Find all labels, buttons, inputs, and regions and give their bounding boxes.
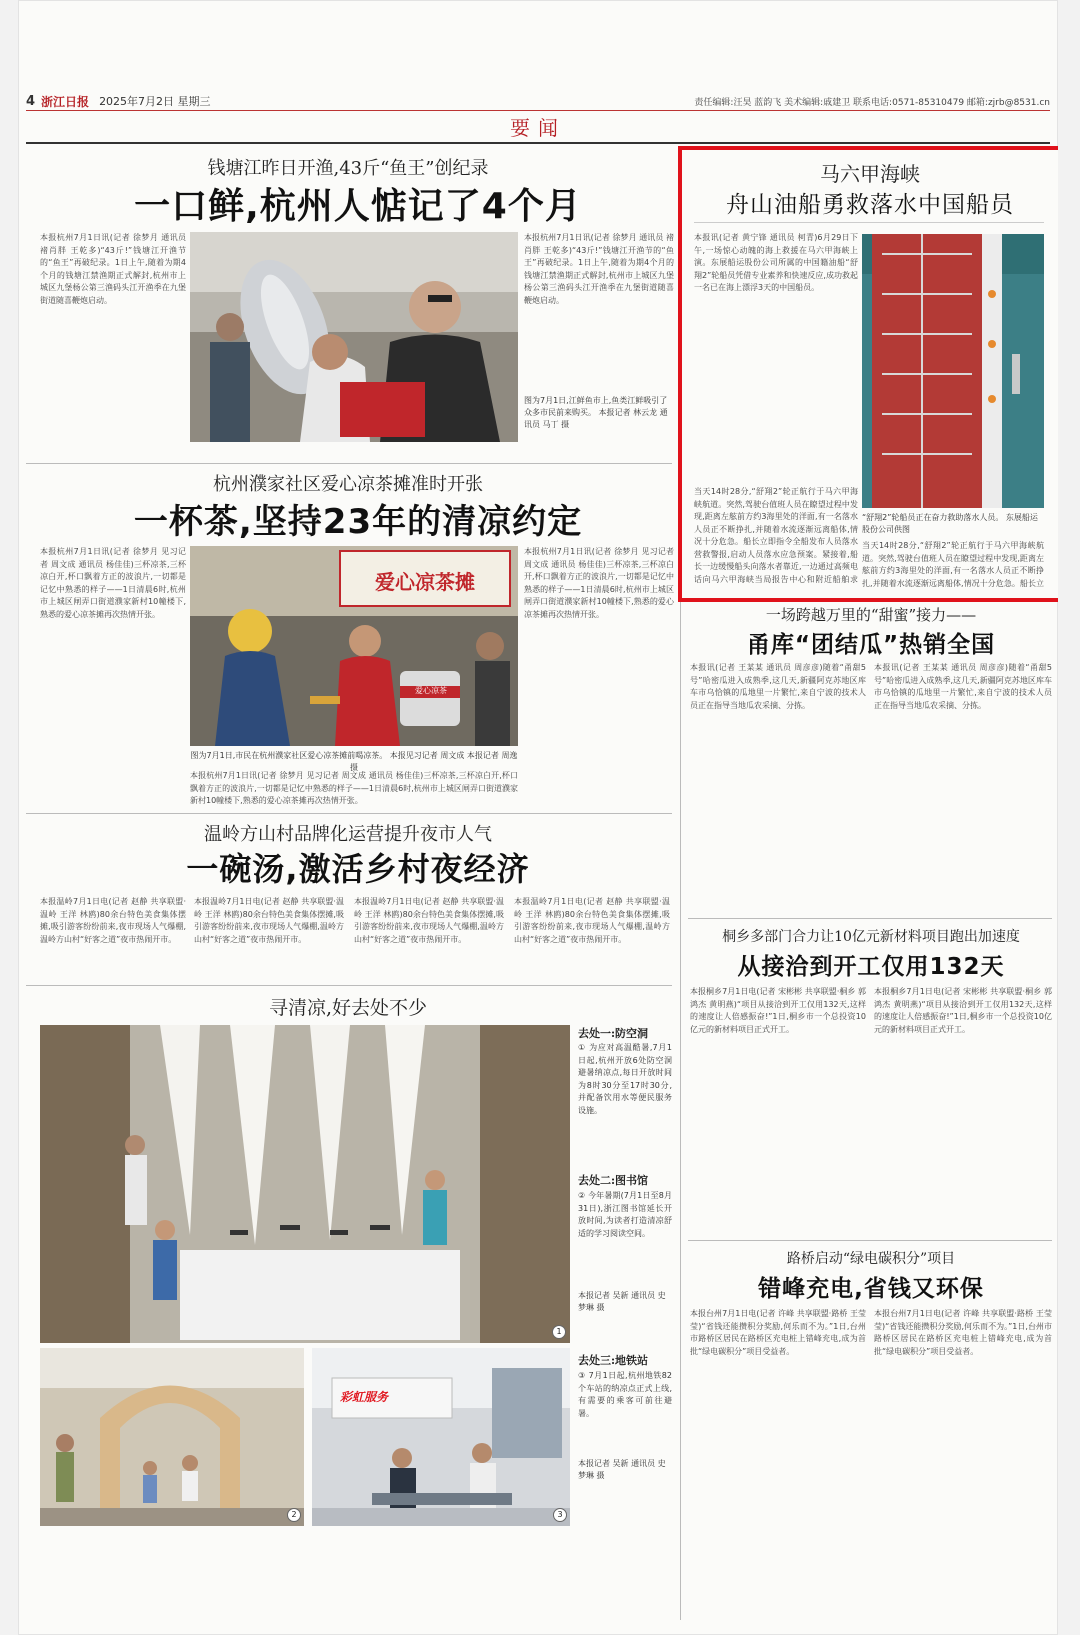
tea-pot-label: 爱心凉茶 — [415, 686, 447, 695]
malacca-highlight-box — [678, 146, 1058, 602]
green-lead: 本报台州7月1日电(记者 许峰 共享联盟·路桥 王莹莹)“省钱还能攒积分奖励,何乐而不为。”1日,台州市路桥区居民在路桥区充电桩上错峰充电,成为首批“绿电碳积分”项目受益者。 — [690, 1309, 866, 1356]
tea-photo — [190, 546, 518, 746]
spot1-text: ① 为应对高温酷暑,7月1日起,杭州开放6处防空洞避暑纳凉点,每日开放时间为8时30分至17时30分,并配备饮用水等便民服务设施。 — [578, 1043, 672, 1115]
malacca-caption: “舒翔2”轮船员正在奋力救助落水人员。 东展船运股份公司供图 — [862, 513, 1038, 534]
soup-body-2: 本报温岭7月1日电(记者 赵静 共享联盟·温岭 王洋 林鸥)80余台特色美食集体摆摊,吸引游客纷纷前来,夜市现场人气爆棚,温岭方山村“好客之道”夜市热闹开市。 — [354, 897, 504, 944]
tea-stall-sign: 爱心凉茶摊 — [375, 570, 475, 594]
green-headline: 错峰充电,省钱又环保 — [758, 1276, 984, 1302]
divider — [26, 985, 672, 986]
spot3-text: ③ 7月1日起,杭州地铁82个车站的纳凉点正式上线,有需要的乘客可前往避暑。 — [578, 1371, 672, 1418]
green-kicker: 路桥启动“绿电碳积分”项目 — [786, 1251, 956, 1267]
melon-headline: 甬库“团结瓜”热销全国 — [746, 632, 996, 658]
cool-photo-shelter — [40, 1348, 304, 1526]
fish-continuation: 本报杭州7月1日讯(记者 徐梦月 通讯员 褚肖胖 王乾多)“43斤!”钱塘江开渔节的“鱼王”再破纪录。1日上午,随着为期4个月的钱塘江禁渔期正式解封,杭州市上城区九堡杨公第三渔码头江开渔季在九堡街道随喜鞭炮启动。 — [524, 233, 674, 305]
spot2-label: 去处二:图书馆 — [578, 1174, 649, 1187]
soup-body-1: 本报温岭7月1日电(记者 赵静 共享联盟·温岭 王洋 林鸥)80余台特色美食集体摆摊,吸引游客纷纷前来,夜市现场人气爆棚,温岭方山村“好客之道”夜市热闹开市。 — [194, 897, 344, 944]
malacca-headline: 舟山油船勇救落水中国船员 — [726, 192, 1014, 218]
malacca-body-2: 当天14时28分,“舒翔2”轮正航行于马六甲海峡航道。突然,驾驶台值班人员在瞭望过程中发现,距离左舷前方约3海里处的洋面,有一名落水人员正不断挣扎,并随着水流逐渐远离船体,情况十分危急。船长立 — [862, 541, 1044, 588]
cool-credit: 本报记者 吴新 通讯员 史梦琳 摄 — [578, 1291, 666, 1312]
melon-kicker: 一场跨越万里的“甜蜜”接力—— — [765, 606, 977, 624]
cool-title: 寻清凉,好去处不少 — [268, 997, 428, 1019]
material-lead: 本报桐乡7月1日电(记者 宋彬彬 共享联盟·桐乡 郭鸿杰 黄明燕)“项目从接洽到开工仅用132天,这样的速度让人倍感振奋!”1日,桐乡市一个总投资10亿元的新材料项目正式开工。 — [690, 987, 866, 1034]
tea-body: 本报杭州7月1日讯(记者 徐梦月 见习记者 周文成 通讯员 杨佳佳)三杯凉茶,三杯凉白开,杯口飘着方正的波浪片,一切都是记忆中熟悉的样子——1日清晨6时,杭州市上城区闸弄口街道濮家新村10幢楼下,熟悉的爱心凉茶摊再次热情开张。 — [190, 771, 518, 805]
spot3-label: 去处三:地铁站 — [578, 1354, 649, 1367]
fish-kicker: 钱塘江昨日开渔,43斤“鱼王”创纪录 — [207, 158, 489, 179]
malacca-photo — [862, 234, 1044, 508]
section-title: 要闻 — [510, 116, 566, 140]
column-divider — [680, 600, 681, 1620]
malacca-lead: 本报讯(记者 黄宁锋 通讯员 柯青)6月29日下午,一场惊心动魄的海上救援在马六甲海峡上演。东展船运股份公司所属的中国籍油船“舒翔2”轮船员凭借专业素养和快速反应,成功救起一名已在海上漂浮3天的中国船员。 — [694, 233, 858, 292]
melon-lead: 本报讯(记者 王某某 通讯员 周彦彦)随着“甬甜5号”哈密瓜进入成熟季,这几天,新疆阿克苏地区库车市乌恰镇的瓜地里一片繁忙,来自宁波的技术人员正在指导当地瓜农采摘、分拣。 — [690, 663, 866, 710]
fish-headline: 一口鲜,杭州人惦记了4个月 — [134, 186, 582, 227]
photo-index-1: 1 — [552, 1325, 566, 1339]
cool-photo-metro — [312, 1348, 570, 1526]
malacca-body: 当天14时28分,“舒翔2”轮正航行于马六甲海峡航道。突然,驾驶台值班人员在瞭望过程中发现,距离左舷前方约3海里处的洋面,有一名落水人员正不断挣扎,并随着水流逐渐远离船体,情况十分危急。船长立即指令全船发布人员落水营救警报,启动人员落水应急预案。紧接着,船长一边缓慢船头向落水者靠近,一边通过高频电话向马六甲海峡当局报告中心和附近船舶求 — [694, 487, 858, 584]
photo-index-3: 3 — [553, 1508, 567, 1522]
melon-body: 本报讯(记者 王某某 通讯员 周彦彦)随着“甬甜5号”哈密瓜进入成熟季,这几天,新疆阿克苏地区库车市乌恰镇的瓜地里一片繁忙,来自宁波的技术人员正在指导当地瓜农采摘、分拣。 — [874, 663, 1052, 710]
material-headline: 从接洽到开工仅用132天 — [737, 954, 1005, 980]
photo-index-2: 2 — [287, 1508, 301, 1522]
metro-sign: 彩虹服务 — [340, 1390, 389, 1404]
cool-credit-2: 本报记者 吴新 通讯员 史梦琳 摄 — [578, 1459, 666, 1480]
page-number: 4 — [26, 93, 36, 109]
soup-body-3: 本报温岭7月1日电(记者 赵静 共享联盟·温岭 王洋 林鸥)80余台特色美食集体摆摊,吸引游客纷纷前来,夜市现场人气爆棚,温岭方山村“好客之道”夜市热闹开市。 — [514, 897, 670, 944]
newspaper-page — [18, 0, 1058, 1635]
page-header — [26, 92, 1050, 111]
tea-continuation: 本报杭州7月1日讯(记者 徐梦月 见习记者 周文成 通讯员 杨佳佳)三杯凉茶,三杯凉白开,杯口飘着方正的波浪片,一切都是记忆中熟悉的样子——1日清晨6时,杭州市上城区闸弄口街道濮家新村10幢楼下,熟悉的爱心凉茶摊再次热情开张。 — [524, 547, 674, 619]
spot1-label: 去处一:防空洞 — [578, 1027, 649, 1040]
soup-headline: 一碗汤,激活乡村夜经济 — [186, 850, 530, 888]
spot2-text: ② 今年暑期(7月1日至8月31日),浙江图书馆延长开放时间,为读者打造清凉舒适的学习阅读空间。 — [578, 1191, 672, 1238]
fish-caption: 图为7月1日,江鲜鱼市上,鱼类江鲜吸引了众多市民前来购买。 本报记者 林云龙 通讯员 马丁 摄 — [524, 396, 668, 429]
fish-photo — [190, 232, 518, 442]
section-rule — [26, 142, 1050, 144]
divider — [26, 813, 672, 814]
soup-kicker: 温岭方山村品牌化运营提升夜市人气 — [204, 824, 492, 845]
issue-date: 2025年7月2日 星期三 — [99, 95, 211, 108]
editor-credits: 责任编辑:汪昊 蓝韵飞 美术编辑:戚建卫 联系电话:0571-85310479 邮箱:zjrb@8531.cn — [694, 97, 1050, 108]
divider — [688, 918, 1052, 919]
tea-caption: 图为7月1日,市民在杭州濮家社区爱心凉茶摊前喝凉茶。 本报见习记者 周文成 本报记者 周逸 摄 — [190, 751, 518, 772]
divider — [26, 463, 672, 464]
tea-lead: 本报杭州7月1日讯(记者 徐梦月 见习记者 周文成 通讯员 杨佳佳)三杯凉茶,三杯凉白开,杯口飘着方正的波浪片,一切都是记忆中熟悉的样子——1日清晨6时,杭州市上城区闸弄口街道濮家新村10幢楼下,熟悉的爱心凉茶摊再次热情开张。 — [40, 547, 186, 619]
paper-logo: 浙江日报 — [41, 94, 90, 109]
tea-kicker: 杭州濮家社区爱心凉茶摊准时开张 — [213, 474, 483, 495]
soup-lead: 本报温岭7月1日电(记者 赵静 共享联盟·温岭 王洋 林鸥)80余台特色美食集体摆摊,吸引游客纷纷前来,夜市现场人气爆棚,温岭方山村“好客之道”夜市热闹开市。 — [40, 897, 186, 944]
green-body: 本报台州7月1日电(记者 许峰 共享联盟·路桥 王莹莹)“省钱还能攒积分奖励,何乐而不为。”1日,台州市路桥区居民在路桥区充电桩上错峰充电,成为首批“绿电碳积分”项目受益者。 — [874, 1309, 1052, 1356]
tea-headline: 一杯茶,坚持23年的清凉约定 — [133, 502, 583, 542]
divider — [688, 1240, 1052, 1241]
cool-photo-library — [40, 1025, 570, 1343]
malacca-kicker: 马六甲海峡 — [820, 162, 920, 186]
material-kicker: 桐乡多部门合力让10亿元新材料项目跑出加速度 — [722, 929, 1020, 945]
divider — [694, 222, 1044, 223]
material-body: 本报桐乡7月1日电(记者 宋彬彬 共享联盟·桐乡 郭鸿杰 黄明燕)“项目从接洽到开工仅用132天,这样的速度让人倍感振奋!”1日,桐乡市一个总投资10亿元的新材料项目正式开工。 — [874, 987, 1052, 1034]
fish-lead: 本报杭州7月1日讯(记者 徐梦月 通讯员 褚肖胖 王乾多)“43斤!”钱塘江开渔节的“鱼王”再破纪录。1日上午,随着为期4个月的钱塘江禁渔期正式解封,杭州市上城区九堡杨公第三渔码头江开渔季在九堡街道随喜鞭炮启动。 — [40, 233, 186, 305]
